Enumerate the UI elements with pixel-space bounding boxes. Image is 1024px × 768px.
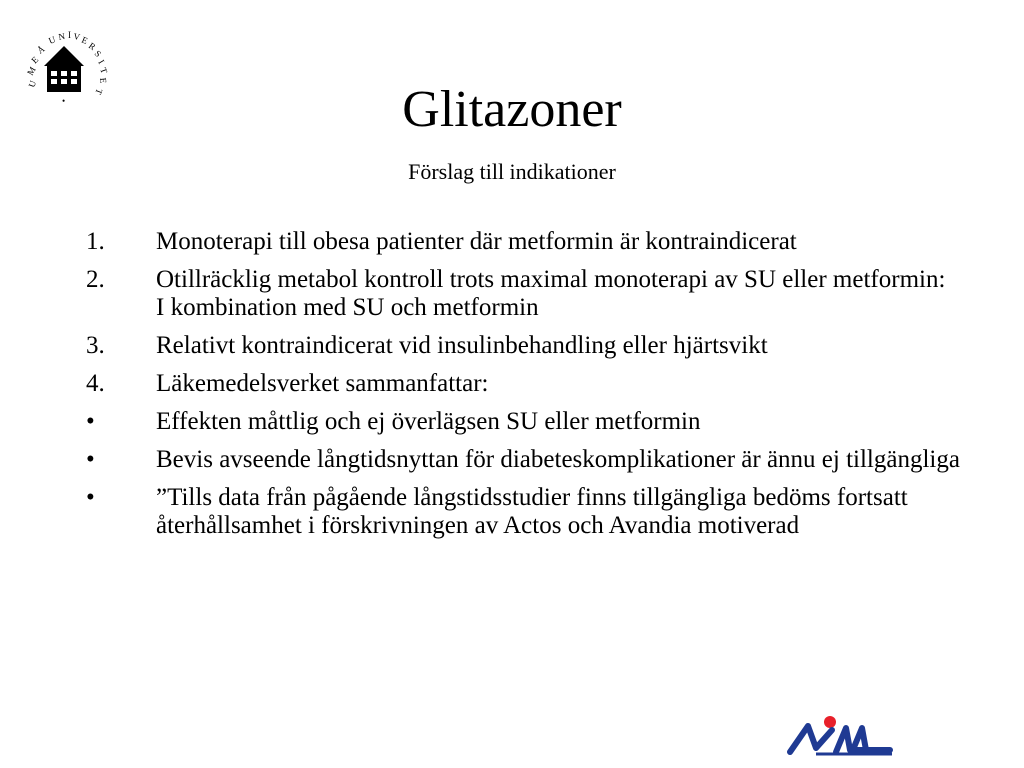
svg-text:I: I <box>68 30 71 40</box>
list-text: Relativt kontraindicerat vid insulinbehandling eller hjärtsvikt <box>156 332 768 359</box>
svg-text:V: V <box>72 31 81 43</box>
svg-text:U: U <box>26 79 39 89</box>
list-text: ”Tills data från pågående långstidsstudier finns tillgängliga bedöms fortsatt återhållsamhet i förskrivningen av Actos och Avandia motiverad <box>156 484 908 539</box>
svg-text:Å: Å <box>35 43 47 56</box>
svg-text:N: N <box>57 30 66 42</box>
list-item <box>86 332 966 360</box>
list-item <box>86 446 966 474</box>
indication-list <box>86 228 966 550</box>
list-marker: • <box>86 484 95 511</box>
svg-text:I: I <box>96 58 107 66</box>
svg-text:E: E <box>29 54 41 66</box>
slide-subtitle: Förslag till indikationer <box>408 159 616 184</box>
list-marker: • <box>86 446 95 473</box>
svg-text:T: T <box>93 87 105 96</box>
list-item <box>86 228 966 256</box>
list-item <box>86 370 966 398</box>
list-marker: 2. <box>86 266 105 293</box>
list-item <box>86 408 966 436</box>
nll-logo-icon <box>786 712 896 756</box>
list-text: Effekten måttlig och ej överlägsen SU eller metformin <box>156 408 701 435</box>
list-marker: 4. <box>86 370 105 397</box>
list-marker: 1. <box>86 228 105 255</box>
list-text: Bevis avseende långtidsnyttan för diabeteskomplikationer är ännu ej tillgängliga <box>156 446 960 473</box>
list-text: Monoterapi till obesa patienter där metformin är kontraindicerat <box>156 228 797 255</box>
svg-text:R: R <box>86 40 98 53</box>
slide-title: Glitazoner <box>402 81 622 138</box>
svg-text:E: E <box>98 77 109 84</box>
list-marker: 3. <box>86 332 105 359</box>
svg-text:T: T <box>98 66 110 75</box>
svg-text:E: E <box>80 34 90 46</box>
svg-text:S: S <box>92 48 104 59</box>
list-marker: • <box>86 408 95 435</box>
svg-text:•: • <box>62 96 66 106</box>
svg-text:M: M <box>25 65 38 77</box>
svg-text:U: U <box>47 34 57 46</box>
list-item <box>86 484 966 540</box>
list-text: Otillräcklig metabol kontroll trots maximal monoterapi av SU eller metformin: I kombination med SU och metformin <box>156 266 946 321</box>
list-text: Läkemedelsverket sammanfattar: <box>156 370 489 397</box>
list-item <box>86 266 966 322</box>
